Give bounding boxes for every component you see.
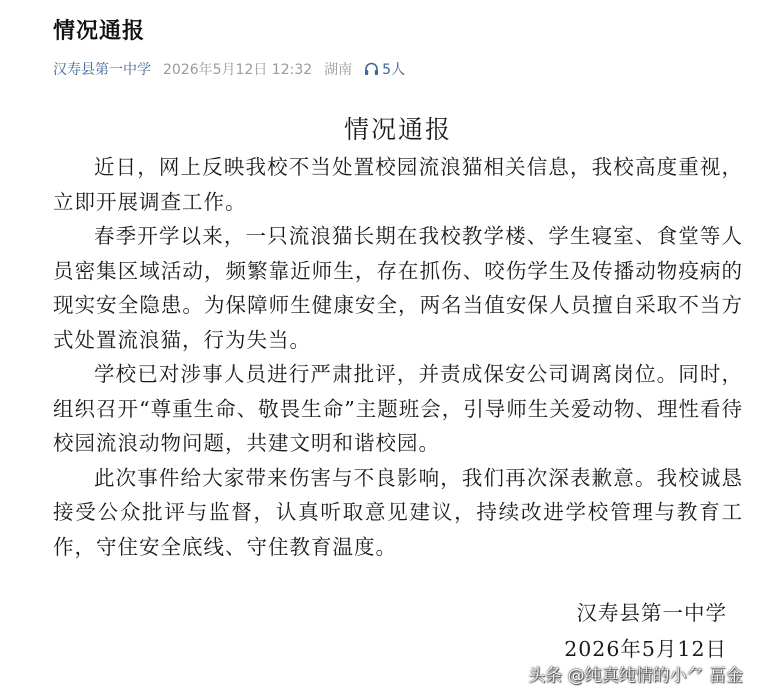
notice-paragraph-3: 学校已对涉事人员进行严肃批评，并责成保安公司调离岗位。同时，组织召开“尊重生命、敬畏生命”主题班会，引导师生关爱动物、理性看待校园流浪动物问题，共建文明和谐校园。: [53, 362, 743, 455]
notice-paragraph-2: 春季开学以来，一只流浪猫长期在我校教学楼、学生寝室、食堂等人员密集区域活动，频繁靠近师生，存在抓伤、咬伤学生及传播动物疫病的现实安全隐患。为保障师生健康安全，两名当值安保人员擅自采取不当方式处置流浪猫，行为失当。: [53, 224, 743, 352]
notice-paragraph-4: 此次事件给大家带来伤害与不良影响，我们再次深表歉意。我校诚恳接受公众批评与监督，认真听取意见建议，持续改进学校管理与教育工作，守住安全底线、守住教育温度。: [53, 465, 743, 559]
listener-count: 5人: [382, 62, 406, 78]
notice-document: [53, 110, 743, 564]
region-label: 湖南: [324, 62, 353, 78]
notice-paragraph-1: 近日，网上反映我校不当处置校园流浪猫相关信息，我校高度重视，立即开展调查工作。: [53, 155, 743, 214]
notice-heading: 情况通报: [343, 115, 452, 144]
headphones-icon: [364, 62, 379, 76]
watermark: 头条 @纯真纯情的小⺈ 畐金: [528, 666, 743, 686]
listen-button[interactable]: [364, 59, 405, 79]
article-title: 情况通报: [53, 19, 146, 44]
signature-date: 2026年5月12日: [564, 637, 727, 661]
article-meta: [53, 59, 405, 79]
publish-time: 2026年5月12日 12:32: [163, 62, 313, 78]
source-link[interactable]: 汉寿县第一中学: [53, 62, 151, 78]
signature-organization: 汉寿县第一中学: [576, 601, 727, 625]
